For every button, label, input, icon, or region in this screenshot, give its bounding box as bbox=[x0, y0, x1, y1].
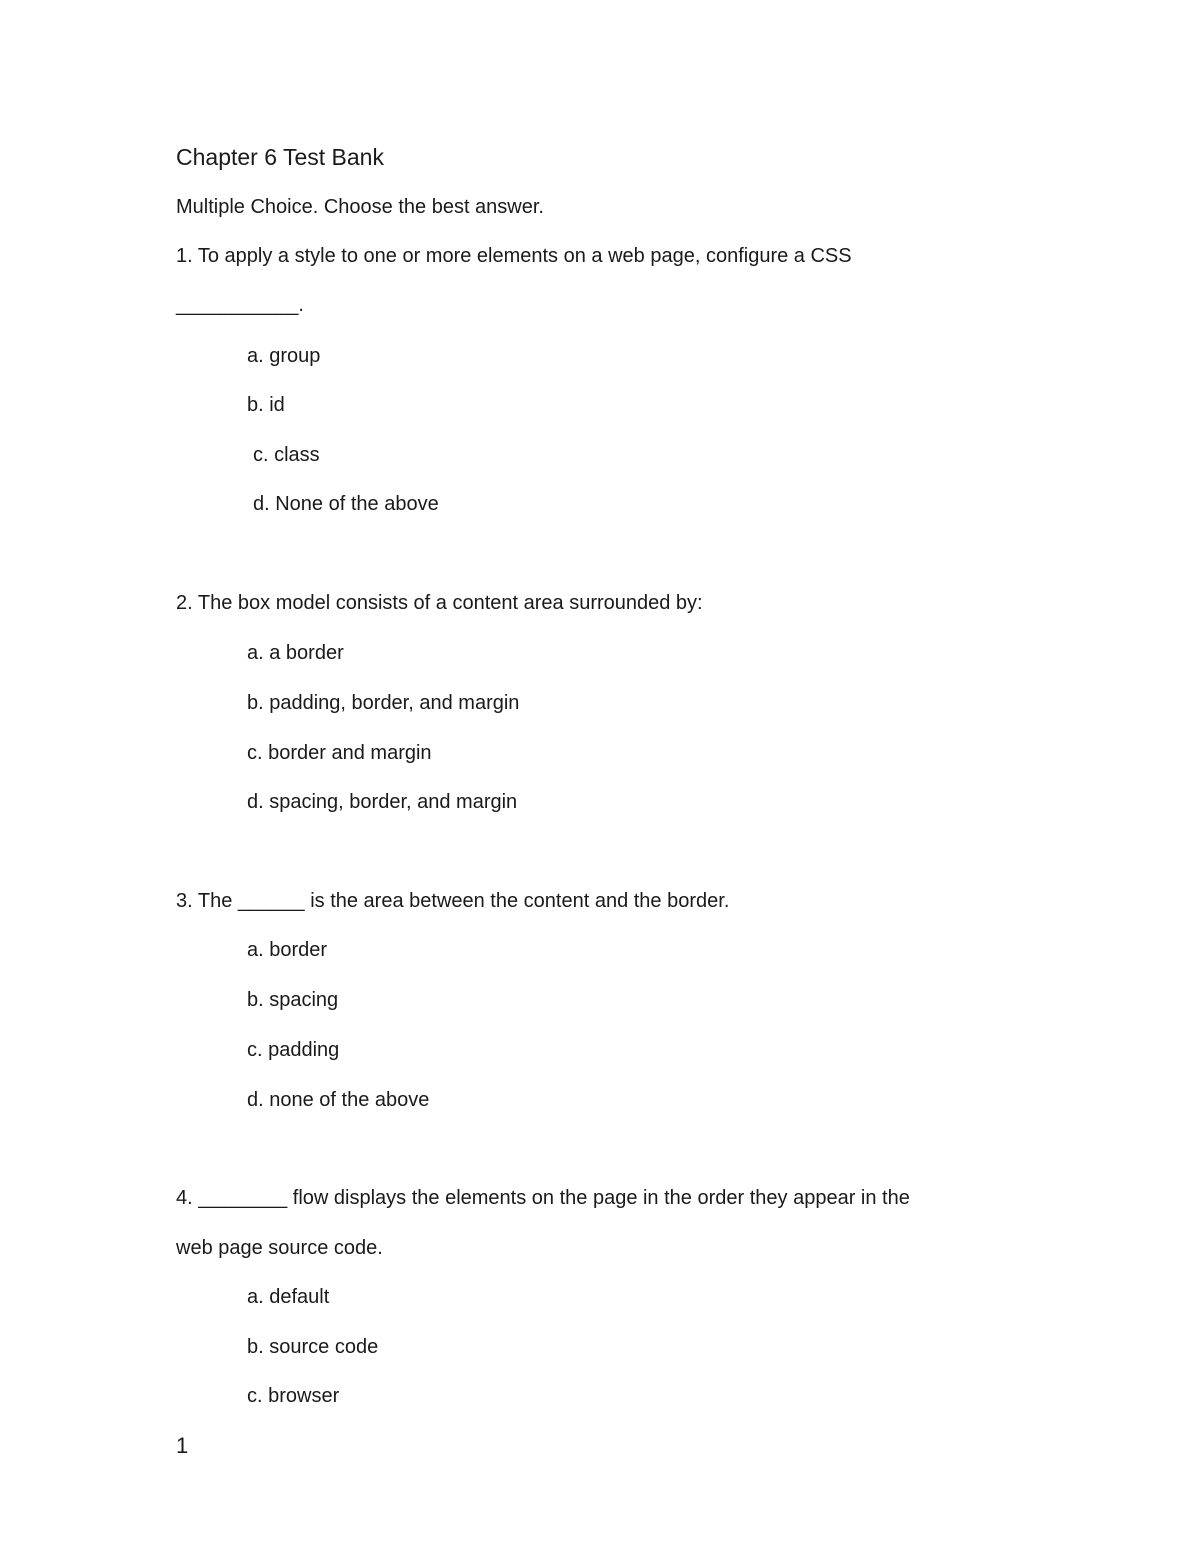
question-1-blank: ___________. bbox=[176, 294, 304, 316]
question-2-option-d: d. spacing, border, and margin bbox=[247, 791, 518, 813]
question-4-text: 4. ________ flow displays the elements on the page in the order they appear in the bbox=[176, 1187, 910, 1209]
question-2-option-b: b. padding, border, and margin bbox=[247, 692, 520, 714]
question-4-option-b: b. source code bbox=[247, 1336, 379, 1358]
instructions: Multiple Choice. Choose the best answer. bbox=[176, 196, 544, 218]
question-1-text: 1. To apply a style to one or more elements on a web page, configure a CSS bbox=[176, 245, 852, 267]
question-1-option-d: d. None of the above bbox=[253, 493, 439, 515]
question-4-option-a: a. default bbox=[247, 1286, 330, 1308]
question-3-option-a: a. border bbox=[247, 939, 328, 961]
page-number: 1 bbox=[176, 1433, 189, 1458]
question-2-option-c: c. border and margin bbox=[247, 742, 432, 764]
question-4-text-continued: web page source code. bbox=[176, 1237, 383, 1259]
question-1-option-b: b. id bbox=[247, 394, 285, 416]
page-title: Chapter 6 Test Bank bbox=[176, 144, 384, 170]
question-3-option-d: d. none of the above bbox=[247, 1089, 430, 1111]
question-4-option-c: c. browser bbox=[247, 1385, 340, 1407]
question-3-text: 3. The ______ is the area between the content and the border. bbox=[176, 890, 730, 912]
question-3-option-b: b. spacing bbox=[247, 989, 339, 1011]
question-1-option-c: c. class bbox=[253, 444, 320, 466]
question-3-option-c: c. padding bbox=[247, 1039, 340, 1061]
question-2-text: 2. The box model consists of a content area surrounded by: bbox=[176, 592, 703, 614]
question-2-option-a: a. a border bbox=[247, 642, 344, 664]
question-1-option-a: a. group bbox=[247, 345, 321, 367]
